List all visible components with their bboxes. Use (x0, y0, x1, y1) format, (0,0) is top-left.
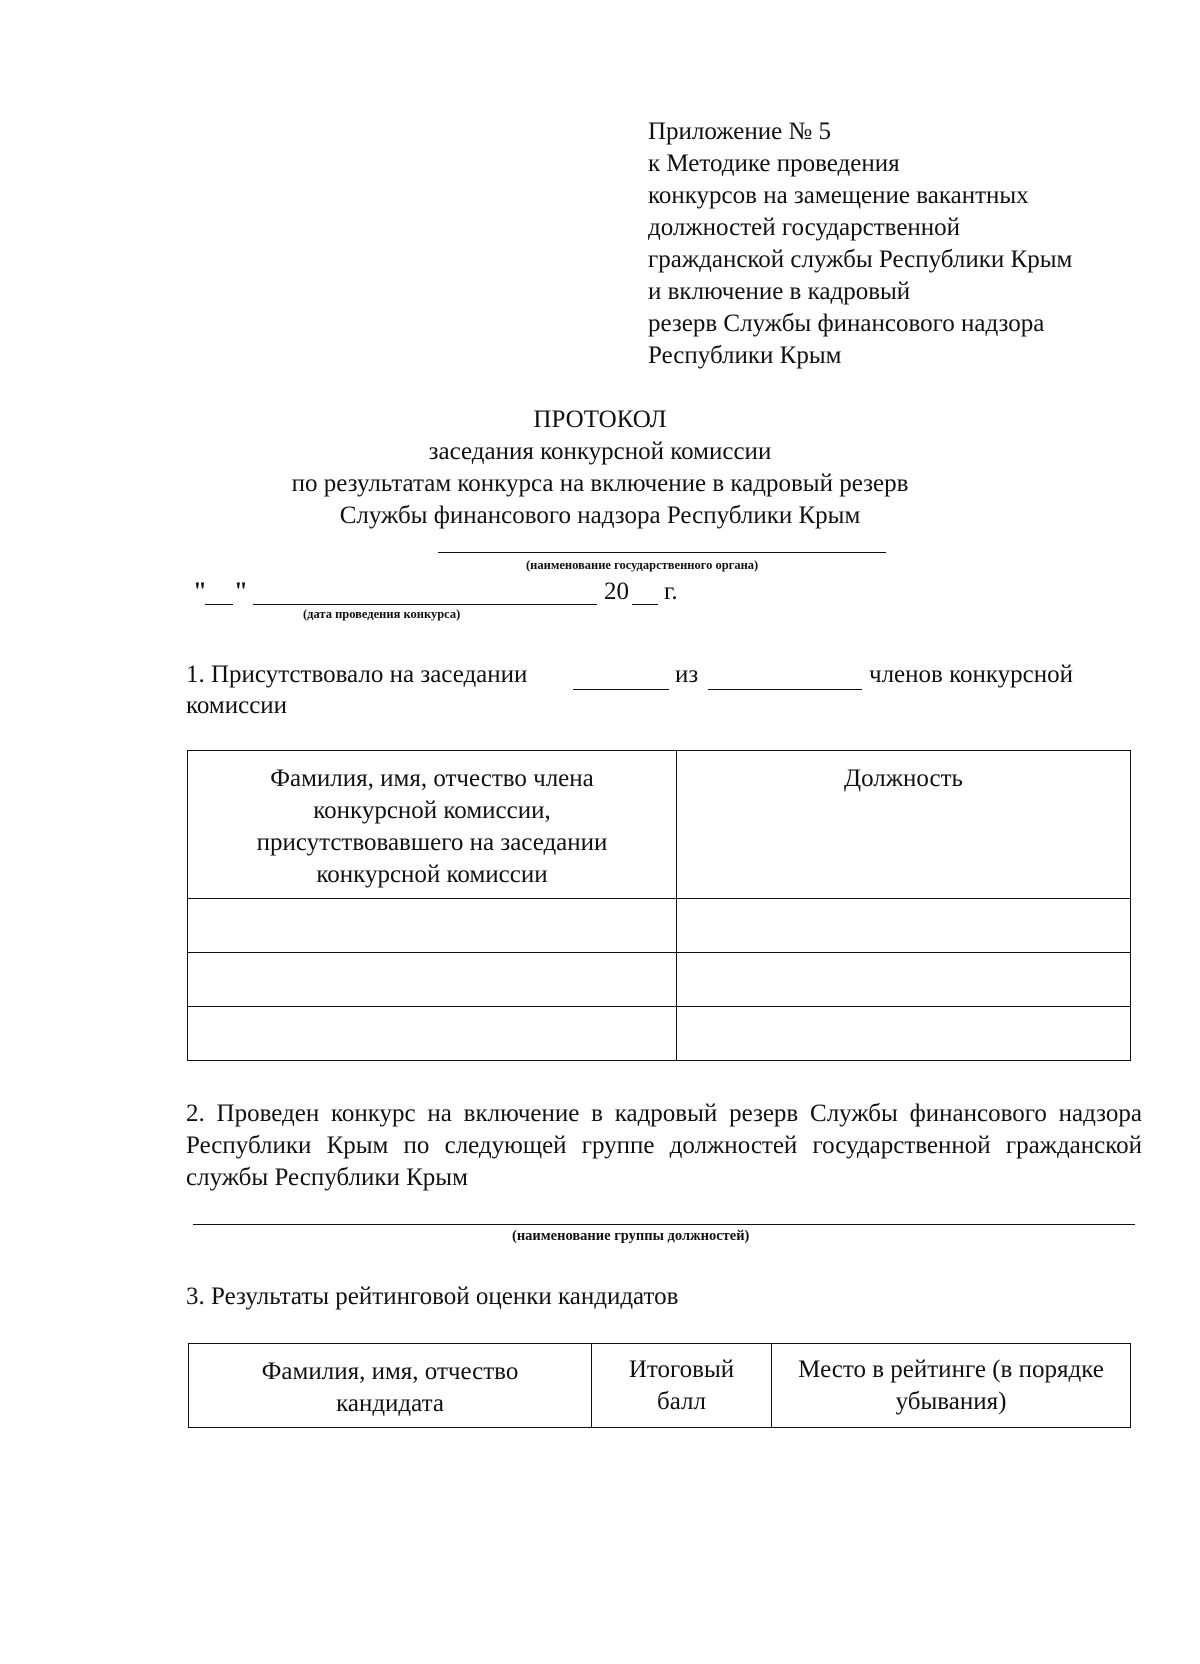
section1-total-blank (708, 689, 862, 690)
date-year-prefix: 20 (604, 578, 629, 605)
appendix-line: Приложение № 5 (648, 118, 832, 145)
section1-text-part3: членов конкурсной (869, 661, 1073, 688)
table-cell (188, 953, 677, 1007)
table-cell (188, 899, 677, 953)
appendix-line: к Методике проведения (648, 150, 900, 177)
header-total-score: Итоговый балл (592, 1344, 772, 1428)
protocol-subtitle-line: Службы финансового надзора Республики Крым (339, 502, 861, 529)
section2-paragraph (186, 1098, 1142, 1194)
protocol-subtitle-line: по результатам конкурса на включение в кадровый резерв (291, 470, 909, 497)
rating-results-table (188, 1343, 1131, 1428)
date-month-line (253, 604, 597, 605)
table-row (188, 1007, 1131, 1061)
date-quote-open: " (193, 578, 207, 605)
date-year-line (632, 604, 658, 605)
header-position: Должность (677, 751, 1131, 899)
protocol-subtitle-line: заседания конкурсной комиссии (428, 438, 772, 465)
table-cell (677, 953, 1131, 1007)
section2-text: 2. Проведен конкурс на включение в кадровый резерв Службы финансового надзора Республики Крым по следующей группе должностей государственной гражданской службы Республики Крым (186, 1100, 1142, 1191)
date-caption: (дата проведения конкурса) (303, 607, 461, 621)
section2-group-line (193, 1224, 1135, 1225)
protocol-title: ПРОТОКОЛ (533, 406, 667, 433)
table-cell (677, 1007, 1131, 1061)
section3-title: 3. Результаты рейтинговой оценки кандидатов (186, 1283, 679, 1310)
section1-text-part1: 1. Присутствовало на заседании (186, 661, 528, 688)
table-header-row (189, 1344, 1131, 1428)
table-header-row (188, 751, 1131, 899)
appendix-line: гражданской службы Республики Крым (648, 246, 1073, 273)
appendix-block (648, 116, 1072, 372)
header-rating-place: Место в рейтинге (в порядке убывания) (772, 1344, 1131, 1428)
appendix-line: Республики Крым (648, 342, 842, 369)
date-year-suffix: г. (664, 578, 678, 605)
section1-text-line2: комиссии (186, 692, 288, 719)
table-cell (188, 1007, 677, 1061)
header-member-name: Фамилия, имя, отчество члена конкурсной комиссии, присутствовавшего на заседании конкурсной комиссии (188, 751, 677, 899)
date-day-line (205, 604, 233, 605)
appendix-line: конкурсов на замещение вакантных (648, 182, 1029, 209)
org-name-line (438, 552, 886, 553)
table-row (188, 899, 1131, 953)
header-candidate-name: Фамилия, имя, отчество кандидата (189, 1344, 592, 1428)
date-quote-close: " (234, 578, 248, 605)
appendix-line: резерв Службы финансового надзора (648, 310, 1045, 337)
appendix-line: и включение в кадровый (648, 278, 911, 305)
org-name-caption: (наименование государственного органа) (526, 558, 759, 572)
table-row (188, 953, 1131, 1007)
section2-caption: (наименование группы должностей) (512, 1228, 750, 1244)
protocol-title-block (0, 404, 1200, 532)
appendix-line: должностей государственной (648, 214, 961, 241)
commission-members-table (187, 750, 1131, 1061)
table-cell (677, 899, 1131, 953)
section1-text-part2: из (675, 661, 699, 688)
section1-present-blank (573, 689, 669, 690)
